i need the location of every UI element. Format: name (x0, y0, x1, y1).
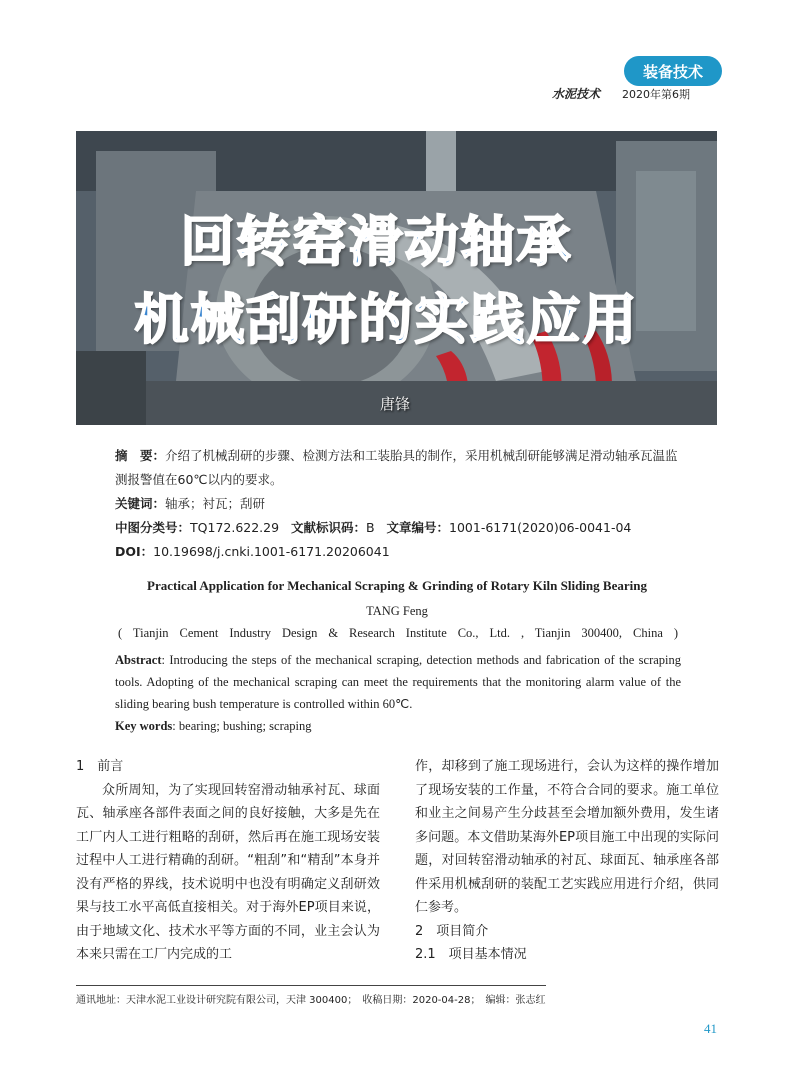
abstract-cn-label: 摘 要： (115, 448, 166, 463)
paragraph-1-continued: 作，却移到了施工现场进行，会认为这样的操作增加了现场安装的工作量，不符合合同的要求。施工单位和业主之间易产生分歧甚至会增加额外费用，发生诸多问题。本文借助某海外EP项目施工中出现的实际问题，对回转窑滑动轴承的衬瓦、球面瓦、轴承座各部件采用机械刮研的装配工艺实践应用进行介绍，供同仁参考。 (415, 759, 719, 915)
english-keywords-label: Key words (115, 719, 173, 733)
doccode-value: B (366, 520, 375, 535)
keywords-cn-label: 关键词： (115, 496, 166, 511)
page-number: 41 (704, 1021, 717, 1036)
article-number-value: 1001-6171(2020)06-0041-04 (449, 520, 632, 535)
article-number-label: 文章编号： (386, 520, 450, 535)
classification-row (115, 518, 631, 536)
english-affiliation: ( Tianjin Cement Industry Design & Research Institute Co., Ltd. , Tianjin 300400, China ) (118, 626, 678, 640)
class-label: 中图分类号： (115, 520, 191, 535)
issue-label: 2020年第6期 (622, 88, 690, 101)
paragraph-1: 众所周知，为了实现回转窑滑动轴承衬瓦、球面瓦、轴承座各部件表面之间的良好接触，大多是先在工厂内人工进行粗略的刮研，然后再在施工现场安装过程中人工进行精确的刮研。“粗刮”和“精刮”本身并没有严格的界线，技术说明中也没有明确定义刮研效果与技工水平高低直接相关。对于海外EP项目来说，由于地域文化、技术水平等方面的不同，业主会认为本来只需在工厂内完成的工 (76, 782, 380, 962)
article-title-line2: 机械刮研的实践应用 (134, 288, 639, 351)
footnote-divider (76, 985, 546, 986)
abstract-cn-text: 介绍了机械刮研的步骤、检测方法和工装胎具的制作，采用机械刮研能够满足滑动轴承瓦温监测报警值在60℃以内的要求。 (115, 448, 678, 487)
class-value: TQ172.622.29 (190, 520, 280, 535)
english-author: TANG Feng (366, 604, 428, 618)
english-abstract-text: : Introducing the steps of the mechanical scraping, detection methods and fabrication of the scraping tools. Adopting of the mechanical scraping can meet the requirements that the monitoring alarm value of the sliding bearing bush temperature is controlled within 60℃. (115, 653, 681, 711)
section-1-heading: 1 前言 (76, 759, 124, 774)
doi-row (115, 542, 390, 560)
section-2-heading: 2 项目简介 (415, 923, 489, 939)
body-column-left (76, 755, 380, 967)
article-author: 唐锋 (380, 395, 411, 413)
abstract-cn (115, 444, 685, 492)
keywords-cn-text: 轴承；衬瓦；刮研 (165, 496, 266, 511)
keywords-cn (115, 494, 265, 512)
doi-value: 10.19698/j.cnki.1001-6171.20206041 (153, 544, 390, 559)
journal-name: 水泥技术 (552, 87, 601, 101)
english-abstract (115, 649, 681, 715)
english-keywords (115, 719, 312, 734)
body-column-right (415, 755, 719, 967)
english-keywords-text: : bearing; bushing; scraping (172, 719, 312, 733)
hero-image (76, 131, 717, 425)
english-title: Practical Application for Mechanical Scraping & Grinding of Rotary Kiln Sliding Bearing (147, 578, 647, 593)
article-title-line1: 回转窑滑动轴承 (180, 210, 573, 273)
english-abstract-label: Abstract (115, 653, 162, 667)
section-badge: 装备技术 (624, 56, 722, 86)
section-2-1-heading: 2.1 项目基本情况 (415, 947, 527, 962)
doi-label: DOI： (115, 544, 154, 559)
footnote: 通讯地址：天津水泥工业设计研究院有限公司，天津 300400； 收稿日期：2020-04-28； 编辑：张志红 (76, 995, 546, 1006)
doccode-label: 文献标识码： (290, 520, 366, 535)
